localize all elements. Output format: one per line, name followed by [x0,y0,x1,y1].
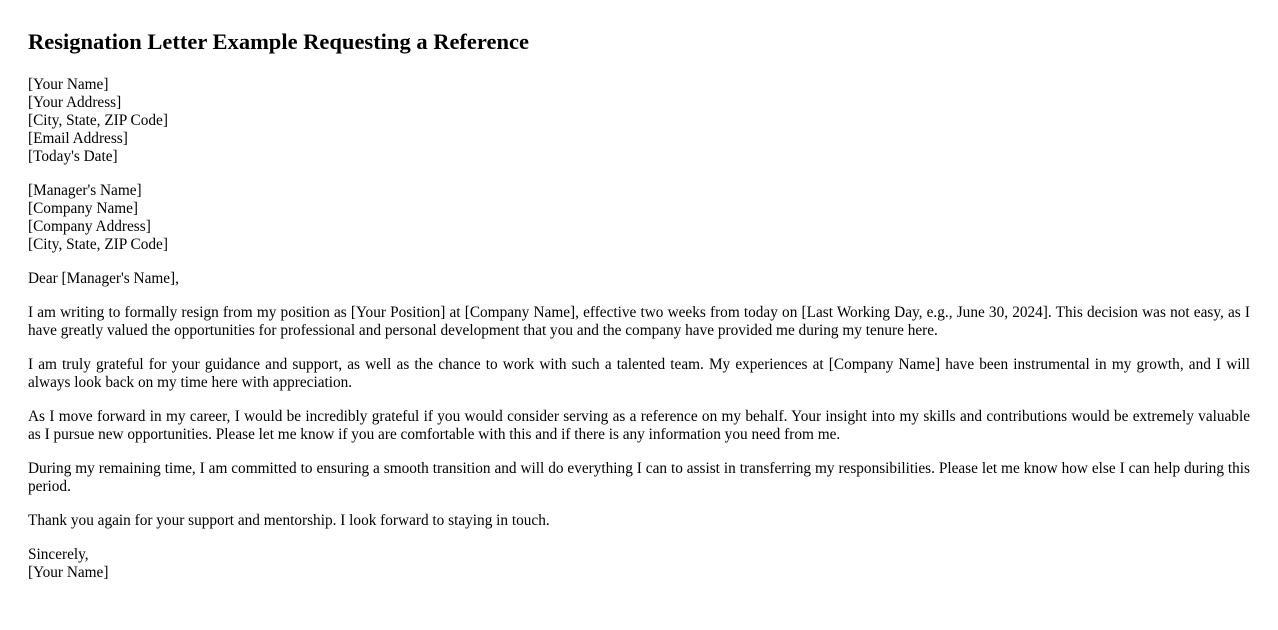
body-paragraph-gratitude: I am truly grateful for your guidance and support, as well as the chance to work with such a talented team. My experiences at [Company Name] have been instrumental in my growth, and I will always look back on my time here with appreciation. [28,356,1250,391]
recipient-company: [Company Name] [28,200,139,217]
page-title: Resignation Letter Example Requesting a Reference [28,29,529,54]
closing: Sincerely, [28,546,89,563]
letter-date: [Today's Date] [28,148,118,165]
sender-email: [Email Address] [28,130,128,147]
body-paragraph-thanks: Thank you again for your support and mentorship. I look forward to staying in touch. [28,512,550,529]
body-paragraph-resignation: I am writing to formally resign from my position as [Your Position] at [Company Name], effective two weeks from today on [Last Working Day, e.g., June 30, 2024]. This decision was not easy, as I have greatly valued the opportunities for professional and personal development that you and the company have provided me during my tenure here. [28,304,1250,339]
recipient-company-address: [Company Address] [28,218,151,235]
body-paragraph-reference-request: As I move forward in my career, I would be incredibly grateful if you would consider serving as a reference on my behalf. Your insight into my skills and contributions would be extremely valuable as I pursue new opportunities. Please let me know if you are comfortable with this and if there is any information you need from me. [28,408,1250,443]
sender-address-block [28,76,1250,166]
signature: [Your Name] [28,564,109,581]
sender-city-state-zip: [City, State, ZIP Code] [28,112,168,129]
recipient-address-block [28,182,1250,254]
recipient-name: [Manager's Name] [28,182,142,199]
letter-page [0,29,1278,582]
salutation: Dear [Manager's Name], [28,270,179,287]
closing-block [28,546,1250,582]
sender-name: [Your Name] [28,76,109,93]
body-paragraph-transition: During my remaining time, I am committed to ensuring a smooth transition and will do everything I can to assist in transferring my responsibilities. Please let me know how else I can help during this period. [28,460,1250,495]
recipient-city-state-zip: [City, State, ZIP Code] [28,236,168,253]
sender-address: [Your Address] [28,94,122,111]
